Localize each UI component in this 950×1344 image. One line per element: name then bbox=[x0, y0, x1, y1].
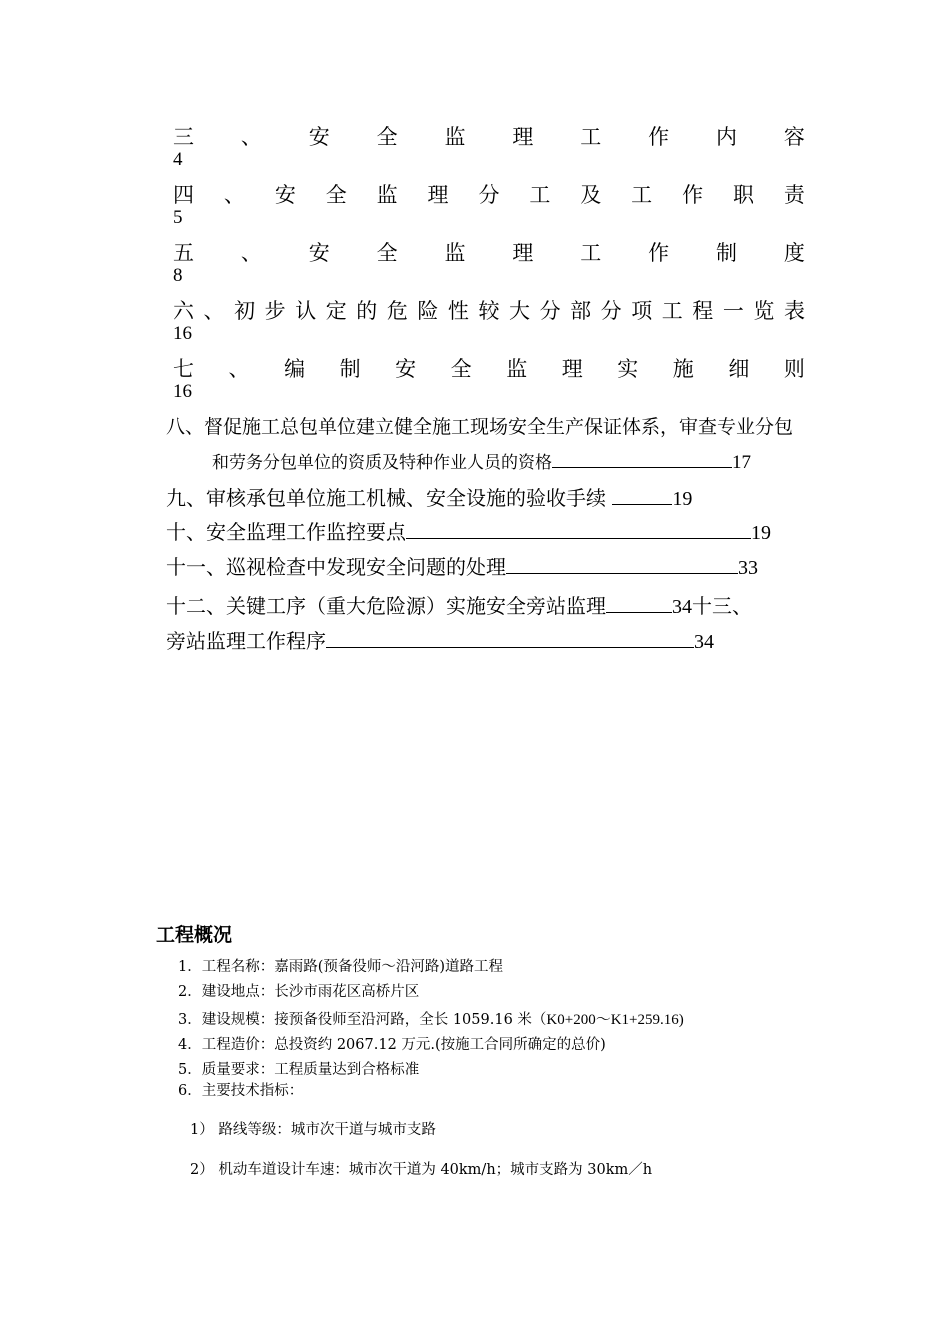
toc-item-title bbox=[173, 182, 805, 208]
toc-char: 分 bbox=[539, 299, 561, 323]
toc-char: 容 bbox=[783, 125, 805, 149]
toc-item-7[interactable] bbox=[173, 356, 805, 402]
toc-char: 职 bbox=[732, 183, 754, 207]
toc-char: 险 bbox=[417, 299, 439, 323]
toc-char: 理 bbox=[561, 357, 583, 381]
toc-char: 安 bbox=[395, 357, 417, 381]
leader-line bbox=[326, 627, 694, 648]
toc-char: 监 bbox=[506, 357, 528, 381]
overview-location: 2．建设地点：长沙市雨花区高桥片区 bbox=[178, 984, 420, 1000]
toc-char: 认 bbox=[295, 299, 317, 323]
toc-page-number: 34 bbox=[694, 631, 714, 653]
toc-item-text: 旁站监理工作程序 bbox=[166, 629, 326, 653]
toc-char: 作 bbox=[682, 183, 704, 207]
toc-char: 实 bbox=[617, 357, 639, 381]
toc-char: 制 bbox=[716, 241, 737, 265]
toc-char: 作 bbox=[648, 241, 670, 265]
leader-line bbox=[506, 553, 738, 574]
section-title: 工程概况 bbox=[156, 924, 233, 946]
toc-char: 全 bbox=[450, 357, 472, 381]
toc-char: 理 bbox=[512, 241, 534, 265]
toc-char: 、 bbox=[223, 183, 245, 207]
toc-char: 部 bbox=[570, 299, 592, 323]
overview-design-speed: 2） 机动车道设计车速：城市次干道为 40km/h；城市支路为 30km／h bbox=[190, 1162, 653, 1178]
toc-char: 细 bbox=[728, 357, 750, 381]
toc-char: 监 bbox=[444, 241, 466, 265]
toc-item-title bbox=[173, 124, 805, 150]
overview-road-grade: 1） 路线等级：城市次干道与城市支路 bbox=[190, 1122, 436, 1138]
toc-char: 安 bbox=[274, 183, 296, 207]
toc-char: 编 bbox=[284, 357, 306, 381]
toc-char: 工 bbox=[529, 183, 551, 207]
toc-item-text: 和劳务分包单位的资质及特种作业人员的资格 bbox=[212, 453, 552, 473]
toc-char: 四 bbox=[173, 183, 194, 207]
toc-item-text: 八、督促施工总包单位建立健全施工现场安全生产保证体系，审查专业分包 bbox=[166, 416, 794, 438]
toc-char: 性 bbox=[447, 299, 469, 323]
leader-line bbox=[406, 518, 751, 539]
toc-char: 度 bbox=[783, 241, 805, 265]
overview-quality: 5．质量要求：工程质量达到合格标准 bbox=[178, 1062, 420, 1078]
toc-char: 览 bbox=[753, 299, 775, 323]
toc-char: 监 bbox=[444, 125, 466, 149]
toc-char: 五 bbox=[173, 241, 194, 265]
overview-scale bbox=[178, 1010, 684, 1030]
toc-char: 责 bbox=[783, 183, 805, 207]
toc-item-12[interactable] bbox=[166, 592, 752, 621]
toc-char: 分 bbox=[600, 299, 622, 323]
toc-item-8-line2[interactable] bbox=[212, 449, 751, 476]
toc-item-text: 十一、巡视检查中发现安全问题的处理 bbox=[166, 555, 506, 579]
toc-char: 、 bbox=[228, 357, 250, 381]
leader-line bbox=[552, 449, 732, 468]
toc-char: 则 bbox=[783, 357, 805, 381]
toc-item-text: 九、审核承包单位施工机械、安全设施的验收手续 bbox=[166, 486, 606, 510]
toc-char: 理 bbox=[512, 125, 534, 149]
toc-item-text: 十二、关键工序（重大危险源）实施安全旁站监理 bbox=[166, 594, 606, 618]
overview-scale-text: 3．建设规模：接预备役师至沿河路，全长 1059.16 米（ bbox=[178, 1012, 547, 1028]
toc-page-number: 4 bbox=[173, 149, 183, 170]
toc-page-number: 8 bbox=[173, 265, 183, 286]
toc-char: 安 bbox=[308, 241, 330, 265]
toc-char: 较 bbox=[478, 299, 500, 323]
toc-item-title bbox=[173, 356, 805, 382]
toc-item-13[interactable] bbox=[166, 627, 714, 656]
toc-char: 步 bbox=[264, 299, 286, 323]
toc-item-title bbox=[173, 240, 805, 266]
toc-item-3[interactable] bbox=[173, 124, 805, 170]
toc-char: 初 bbox=[234, 299, 256, 323]
toc-char: 作 bbox=[648, 125, 670, 149]
toc-char: 全 bbox=[376, 241, 398, 265]
toc-char: 及 bbox=[580, 183, 602, 207]
toc-char: 程 bbox=[692, 299, 714, 323]
toc-item-title bbox=[173, 298, 805, 324]
toc-char: 全 bbox=[376, 125, 398, 149]
toc-page-number: 34 bbox=[672, 596, 692, 618]
leader-line bbox=[612, 484, 672, 505]
toc-char: 工 bbox=[661, 299, 683, 323]
overview-tech-indicators: 6．主要技术指标： bbox=[178, 1083, 304, 1099]
toc-char: 工 bbox=[580, 125, 602, 149]
toc-char: 三 bbox=[173, 125, 194, 149]
toc-char: 工 bbox=[580, 241, 602, 265]
toc-char: 七 bbox=[173, 357, 194, 381]
toc-item-8-line1[interactable] bbox=[166, 414, 793, 440]
toc-item-5[interactable] bbox=[173, 240, 805, 286]
overview-cost: 4．工程造价：总投资约 2067.12 万元.(按施工合同所确定的总价) bbox=[178, 1037, 606, 1053]
toc-page-number: 5 bbox=[173, 207, 183, 228]
toc-char: 表 bbox=[783, 299, 805, 323]
overview-scale-stations: K0+200～K1+259.16) bbox=[546, 1012, 684, 1028]
toc-char: 全 bbox=[325, 183, 347, 207]
toc-char: 的 bbox=[356, 299, 378, 323]
toc-char: 理 bbox=[427, 183, 449, 207]
toc-char: 一 bbox=[722, 299, 744, 323]
toc-char: 内 bbox=[716, 125, 737, 149]
toc-item-13-prefix: 十三、 bbox=[692, 594, 752, 618]
toc-page-number: 19 bbox=[672, 488, 693, 510]
leader-line bbox=[606, 592, 672, 613]
toc-page-number: 16 bbox=[173, 323, 192, 344]
toc-item-9[interactable] bbox=[166, 484, 692, 513]
toc-page-number: 17 bbox=[732, 452, 751, 473]
toc-char: 危 bbox=[386, 299, 408, 323]
toc-char: 工 bbox=[631, 183, 653, 207]
toc-page-number: 19 bbox=[751, 522, 771, 544]
toc-item-11[interactable] bbox=[166, 553, 758, 582]
toc-char: 大 bbox=[509, 299, 531, 323]
toc-char: 分 bbox=[478, 183, 500, 207]
toc-char: 监 bbox=[376, 183, 398, 207]
overview-project-name: 1．工程名称：嘉雨路(预备役师～沿河路)道路工程 bbox=[178, 959, 504, 975]
toc-char: 安 bbox=[308, 125, 330, 149]
toc-char: 、 bbox=[240, 125, 262, 149]
toc-item-6[interactable] bbox=[173, 298, 805, 344]
toc-item-4[interactable] bbox=[173, 182, 805, 228]
toc-char: 定 bbox=[325, 299, 347, 323]
toc-char: 、 bbox=[203, 299, 225, 323]
toc-char: 制 bbox=[339, 357, 361, 381]
toc-page-number: 33 bbox=[738, 557, 758, 579]
toc-item-text: 十、安全监理工作监控要点 bbox=[166, 520, 406, 544]
toc-char: 施 bbox=[672, 357, 694, 381]
toc-char: 、 bbox=[240, 241, 262, 265]
toc-item-10[interactable] bbox=[166, 518, 771, 547]
toc-char: 项 bbox=[631, 299, 653, 323]
toc-char: 六 bbox=[173, 299, 194, 323]
toc-page-number: 16 bbox=[173, 381, 192, 402]
